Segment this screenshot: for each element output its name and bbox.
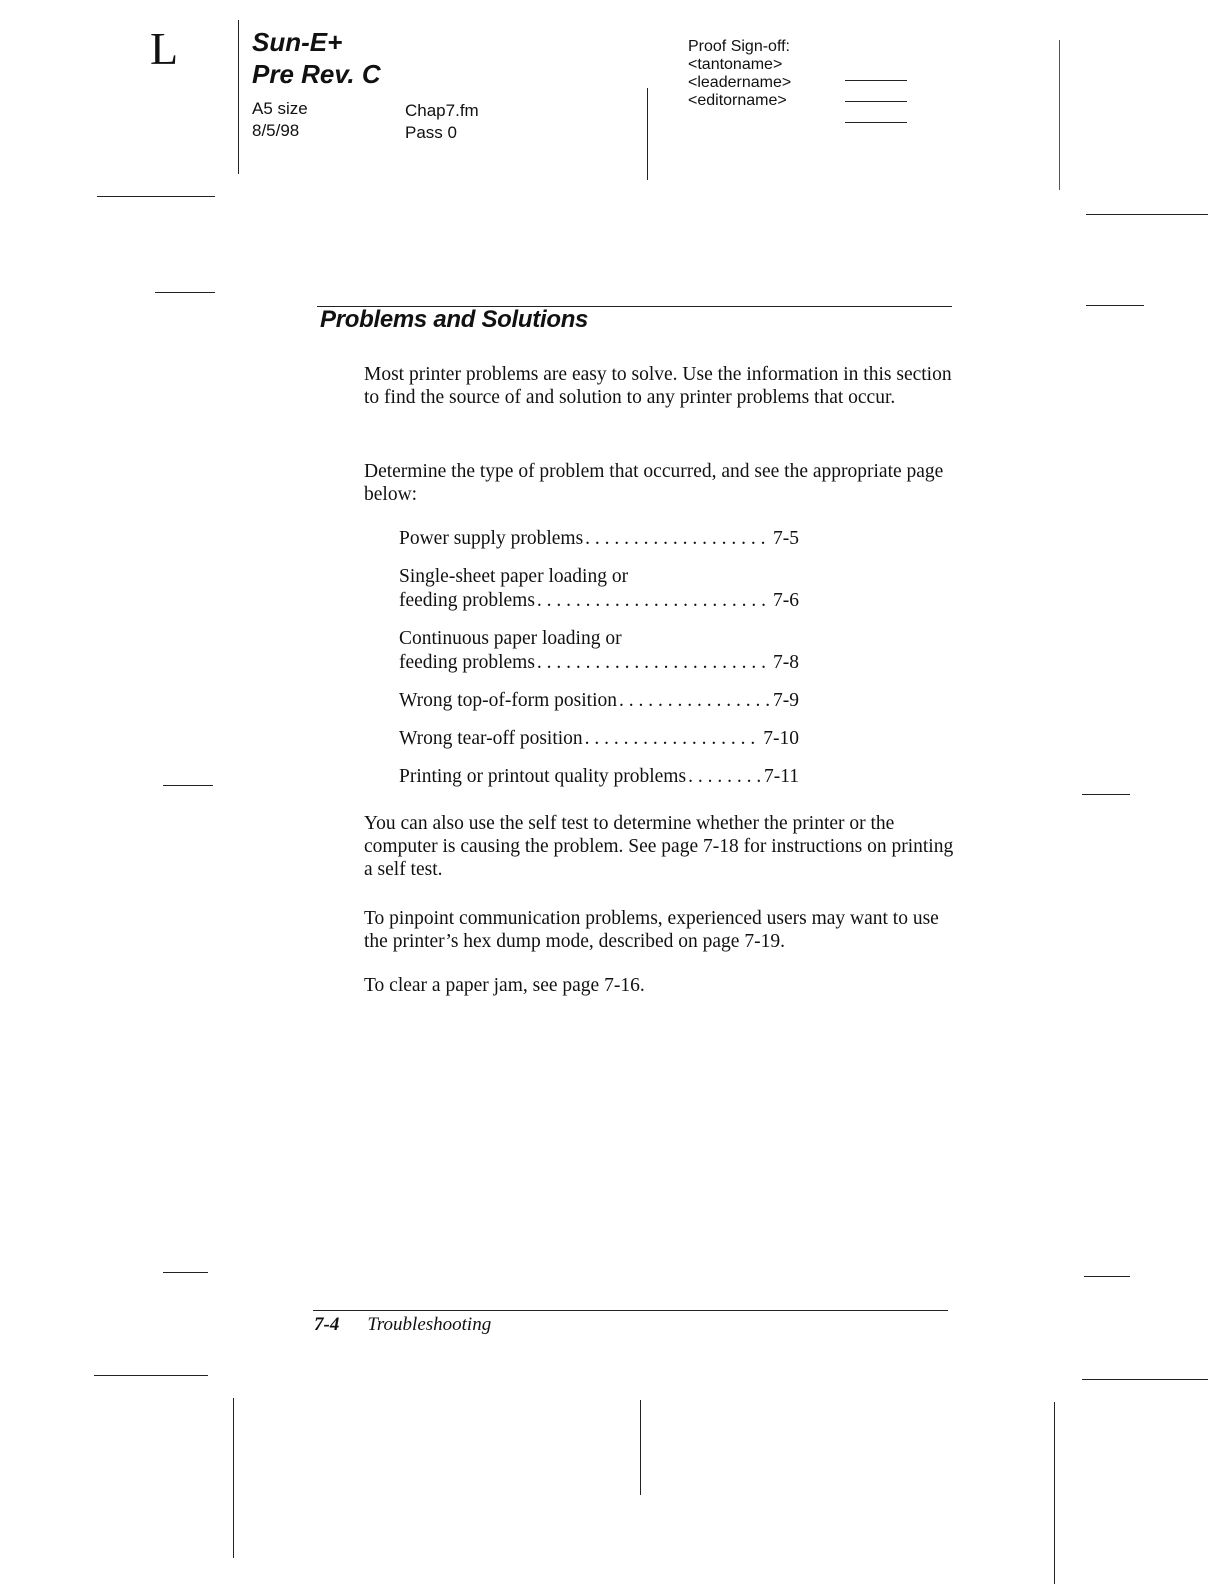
page-size: A5 size	[252, 99, 308, 118]
paper-jam-paragraph: To clear a paper jam, see page 7-16.	[364, 975, 645, 996]
toc-label: feeding problems	[399, 652, 535, 673]
list-item[interactable]	[399, 727, 799, 751]
toc-label: Wrong top-of-form position	[399, 690, 618, 711]
revision-label: Pre Rev. C	[252, 59, 381, 89]
project-title: Sun-E+	[252, 27, 343, 57]
header-divider-right	[1059, 40, 1060, 190]
toc-label: Power supply problems	[399, 528, 584, 549]
page-footer	[314, 1314, 491, 1336]
bottom-mark-middle	[640, 1400, 641, 1495]
footer-rule	[313, 1310, 948, 1311]
list-item[interactable]	[399, 565, 799, 613]
toc-page: 7-6	[773, 590, 799, 611]
crop-mark-left-2	[163, 785, 213, 786]
signoff-line	[845, 122, 907, 123]
corner-mark: L	[150, 23, 179, 74]
list-item[interactable]	[399, 627, 799, 675]
toc-page: 7-9	[773, 690, 799, 711]
signoff-name: <editorname>	[688, 92, 787, 109]
self-test-paragraph: You can also use the self test to determine whether the printer or the computer is causing the problem. See page 7-18 for instructions on printing a self test.	[364, 813, 954, 880]
hex-dump-paragraph: To pinpoint communication problems, experienced users may want to use the printer’s hex dump mode, described on page 7-19.	[364, 908, 939, 952]
crop-mark-left-3	[163, 1272, 208, 1273]
signoff-line	[845, 80, 907, 81]
toc-page: 7-8	[773, 652, 799, 673]
toc-label: Wrong tear-off position	[399, 728, 583, 749]
toc-label: feeding problems	[399, 590, 535, 611]
bottom-mark-right	[1054, 1402, 1055, 1584]
toc-page: 7-10	[763, 728, 799, 749]
crop-mark-top-right	[1086, 214, 1208, 215]
problem-list	[399, 527, 799, 803]
pass-number: Pass 0	[405, 123, 457, 142]
toc-label-line1: Single-sheet paper loading or	[399, 566, 629, 587]
signoff-line	[845, 101, 907, 102]
header-divider-middle	[647, 88, 648, 180]
crop-mark-right-2	[1082, 794, 1130, 795]
bottom-mark-left	[233, 1398, 234, 1558]
list-item[interactable]	[399, 527, 799, 551]
determine-paragraph: Determine the type of problem that occurred, and see the appropriate page below:	[364, 461, 944, 505]
doc-date: 8/5/98	[252, 121, 300, 140]
list-item[interactable]	[399, 765, 799, 789]
header-divider-left	[238, 20, 239, 174]
intro-paragraph: Most printer problems are easy to solve. Use the information in this section to find the source of and solution to any printer problems that occur.	[364, 364, 952, 408]
crop-mark-bottom-left	[94, 1375, 208, 1376]
crop-mark-bottom-right	[1082, 1379, 1208, 1380]
toc-page: 7-11	[763, 766, 799, 787]
toc-page: 7-5	[773, 528, 799, 549]
signoff-title: Proof Sign-off:	[688, 38, 790, 55]
proof-signoff	[688, 38, 791, 110]
page-number: 7-4	[314, 1314, 340, 1335]
list-item[interactable]	[399, 689, 799, 713]
crop-mark-right-3	[1084, 1276, 1130, 1277]
signoff-name: <leadername>	[688, 74, 792, 91]
file-name: Chap7.fm	[405, 101, 479, 120]
chapter-name: Troubleshooting	[367, 1314, 492, 1335]
toc-label: Printing or printout quality problems	[399, 766, 687, 787]
crop-mark-top-left	[97, 196, 215, 197]
crop-mark-right-1	[1086, 305, 1144, 306]
toc-label-line1: Continuous paper loading or	[399, 628, 622, 649]
signoff-name: <tantoname>	[688, 56, 783, 73]
section-title: Problems and Solutions	[320, 306, 589, 333]
crop-mark-left-1	[155, 292, 215, 293]
